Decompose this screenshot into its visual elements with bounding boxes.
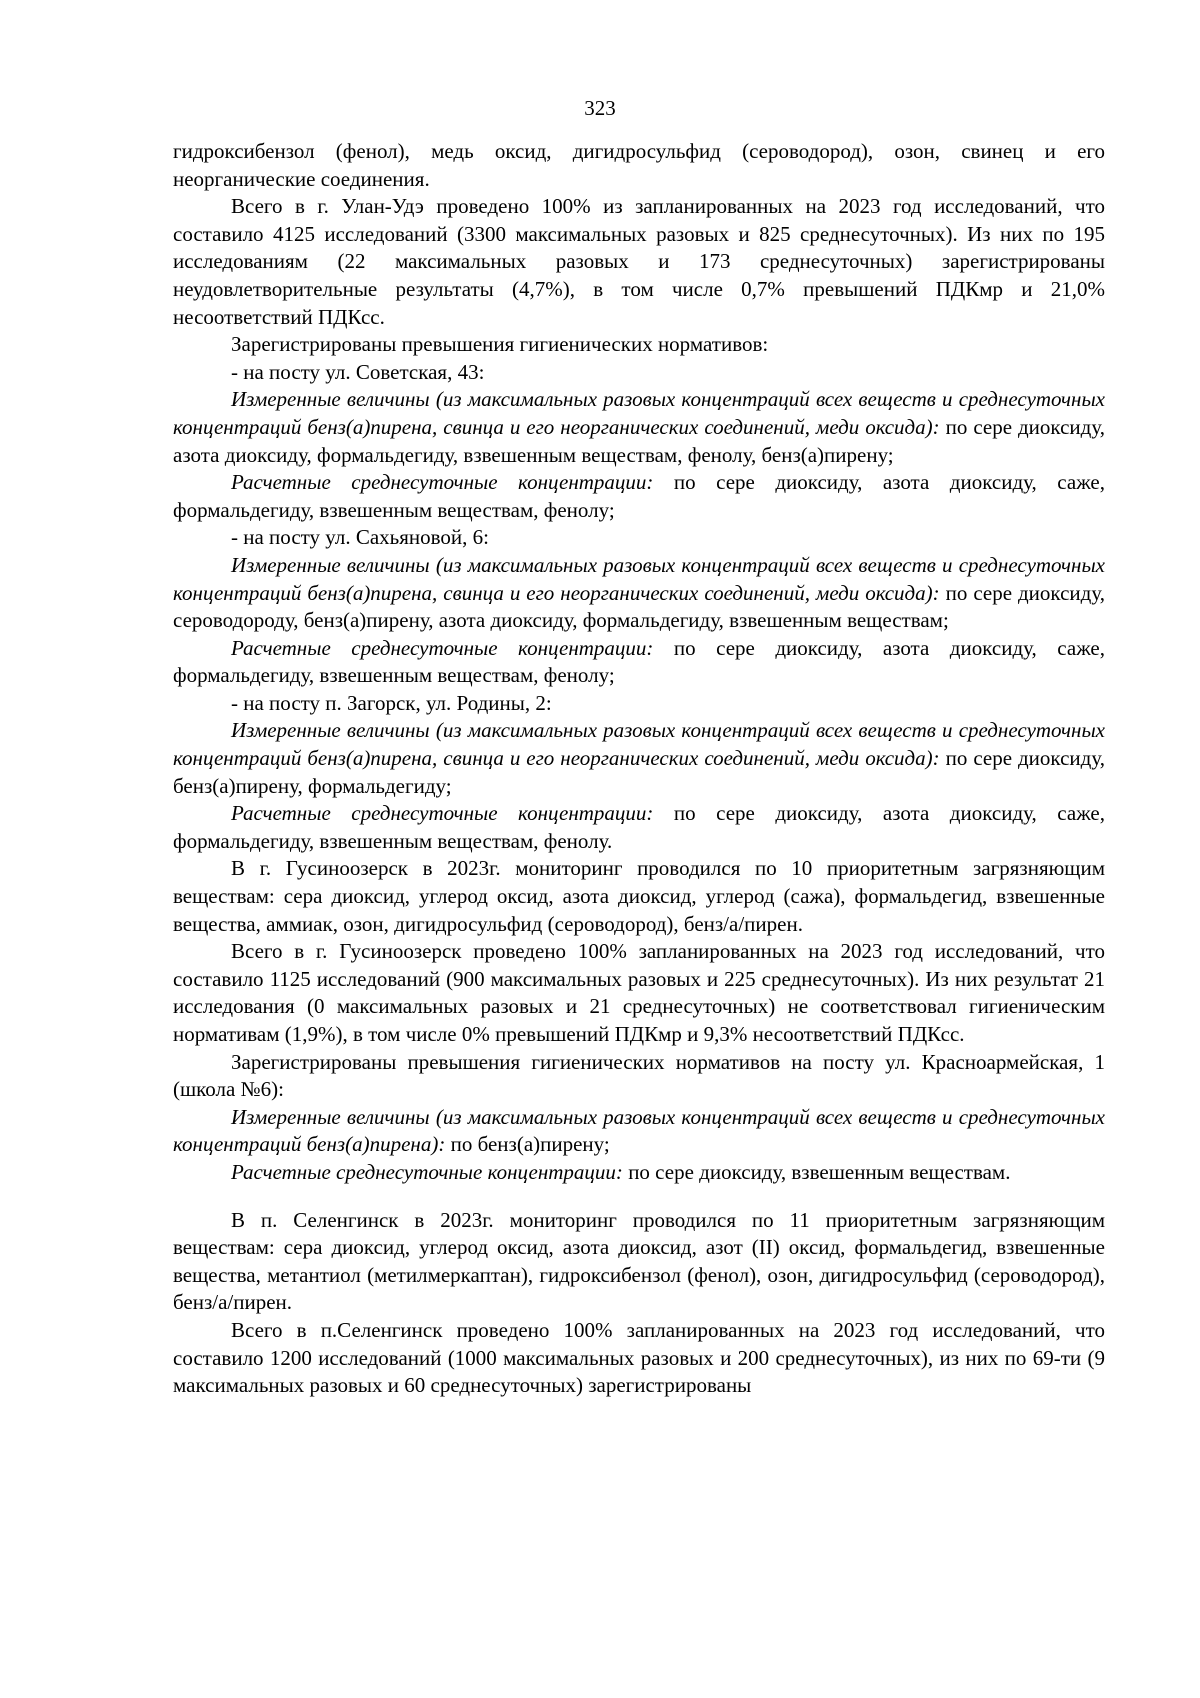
italic-lead: Расчетные среднесуточные концентрации: <box>231 1159 623 1184</box>
paragraph-text: - на посту ул. Советская, 43: <box>231 359 485 384</box>
paragraph <box>173 524 1105 552</box>
paragraph-text: по бенз(а)пирену; <box>445 1132 610 1157</box>
paragraph-text: по сере диоксиду, сероводороду, бенз(а)пирену, азота диоксиду, формальдегиду, взвешенным веществам; <box>173 580 1105 633</box>
paragraph <box>173 938 1105 1048</box>
paragraph-text: Всего в г. Улан-Удэ проведено 100% из запланированных на 2023 год исследований, что составило 4125 исследований (3300 максимальных разовых и 825 среднесуточных). Из них по 195 исследованиям (22 максимальных разовых и 173 среднесуточных) зарегистрированы неудовлетворительные результаты (4,7%), в том числе 0,7% превышений ПДКмр и 21,0% несоответствий ПДКсс. <box>173 194 1105 329</box>
italic-lead: Измеренные величины (из максимальных разовых концентраций всех веществ и среднесуточных концентраций бенз(а)пирена, свинца и его неорганических соединений, меди оксида): <box>173 387 1105 439</box>
paragraph-text: Зарегистрированы превышения гигиенических нормативов: <box>231 332 769 357</box>
paragraph-text: Всего в п.Селенгинск проведено 100% запланированных на 2023 год исследований, что составило 1200 исследований (1000 максимальных разовых и 200 среднесуточных), из них по 69-ти (9 максимальных разовых и 60 среднесуточных) зарегистрированы <box>173 1317 1105 1398</box>
paragraph <box>173 386 1105 469</box>
paragraph <box>173 800 1105 855</box>
paragraph <box>173 635 1105 690</box>
paragraph <box>173 855 1105 938</box>
paragraph-text: - на посту ул. Сахьяновой, 6: <box>231 525 489 550</box>
paragraph-text: гидроксибензол (фенол), медь оксид, дигидросульфид (сероводород), озон, свинец и его неорганические соединения. <box>173 139 1105 191</box>
paragraph-gap <box>173 1187 1105 1207</box>
paragraph-text: В п. Селенгинск в 2023г. мониторинг проводился по 11 приоритетным загрязняющим веществам: сера диоксид, углерод оксид, азота диоксид, азот (II) оксид, формальдегид, взвешенные вещества, метантиол (метилмеркаптан), гидроксибензол (фенол), озон, дигидросульфид (сероводород), бенз/а/пирен. <box>173 1207 1105 1315</box>
paragraph-text: по сере диоксиду, азота диоксиду, саже, формальдегиду, взвешенным веществам, фенолу; <box>173 635 1105 688</box>
italic-lead: Измеренные величины (из максимальных разовых концентраций всех веществ и среднесуточных концентраций бенз(а)пирена, свинца и его неорганических соединений, меди оксида): <box>173 718 1105 771</box>
document-body <box>173 138 1105 1400</box>
paragraph-text: Всего в г. Гусиноозерск проведено 100% запланированных на 2023 год исследований, что составило 1125 исследований (900 максимальных разовых и 225 среднесуточных). Из них результат 21 исследования (0 максимальных разовых и 21 среднесуточных) не соответствовал гигиеническим нормативам (1,9%), в том числе 0% превышений ПДКмр и 9,3% несоответствий ПДКсс. <box>173 939 1105 1046</box>
italic-lead: Расчетные среднесуточные концентрации: <box>231 635 654 660</box>
paragraph <box>173 138 1105 193</box>
paragraph-text: Зарегистрированы превышения гигиенических нормативов на посту ул. Красноармейская, 1 (школа №6): <box>173 1049 1105 1102</box>
paragraph-text: - на посту п. Загорск, ул. Родины, 2: <box>231 690 552 715</box>
paragraph-text: по сере диоксиду, взвешенным веществам. <box>622 1159 1011 1184</box>
paragraph-text: по сере диоксиду, азота диоксиду, саже, формальдегиду, взвешенным веществам, фенолу; <box>173 470 1105 522</box>
paragraph-text: по сере диоксиду, азота диоксиду, формальдегиду, взвешенным веществам, фенолу, бенз(а)пирену; <box>173 414 1105 467</box>
italic-lead: Расчетные среднесуточные концентрации: <box>231 801 654 826</box>
italic-lead: Измеренные величины (из максимальных разовых концентраций всех веществ и среднесуточных концентраций бенз(а)пирена): <box>173 1104 1105 1157</box>
page-number: 323 <box>584 96 616 120</box>
paragraph-text: В г. Гусиноозерск в 2023г. мониторинг проводился по 10 приоритетным загрязняющим веществам: сера диоксид, углерод оксид, азота диоксид, углерод (сажа), формальдегид, взвешенные вещества, аммиак, озон, дигидросульфид (сероводород), бенз/а/пирен. <box>173 856 1105 936</box>
italic-lead: Измеренные величины (из максимальных разовых концентраций всех веществ и среднесуточных концентраций бенз(а)пирена, свинца и его неорганических соединений, меди оксида): <box>173 552 1105 605</box>
paragraph <box>173 331 1105 359</box>
italic-lead: Расчетные среднесуточные концентрации: <box>231 470 654 495</box>
paragraph <box>173 1207 1105 1317</box>
paragraph <box>173 193 1105 331</box>
paragraph <box>173 717 1105 800</box>
paragraph <box>173 1049 1105 1104</box>
paragraph-text: по сере диоксиду, азота диоксиду, саже, формальдегиду, взвешенным веществам, фенолу. <box>173 801 1105 853</box>
paragraph-text: по сере диоксиду, бенз(а)пирену, формальдегиду; <box>173 746 1105 798</box>
paragraph <box>173 690 1105 718</box>
paragraph <box>173 552 1105 635</box>
paragraph <box>173 1159 1105 1187</box>
paragraph <box>173 1104 1105 1159</box>
paragraph <box>173 469 1105 524</box>
paragraph <box>173 359 1105 387</box>
paragraph <box>173 1317 1105 1400</box>
